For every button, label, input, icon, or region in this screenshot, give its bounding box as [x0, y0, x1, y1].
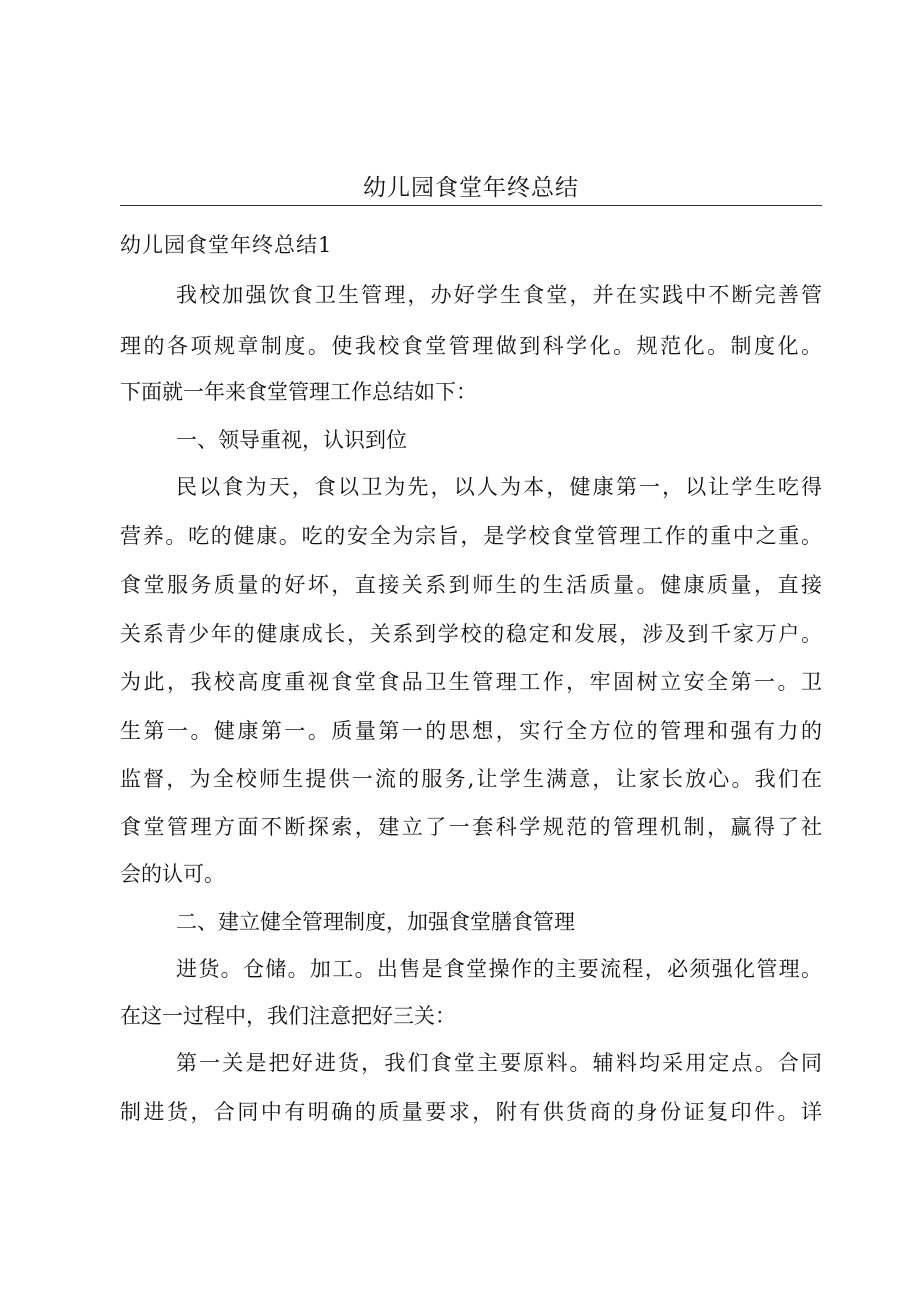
- paragraph-line: 第一关是把好进货，我们食堂主要原料。辅料均采用定点。合同: [176, 1051, 822, 1075]
- paragraph-line: 食堂管理方面不断探索，建立了一套科学规范的管理机制，赢得了社: [120, 815, 822, 839]
- paragraph-line: 下面就一年来食堂管理工作总结如下：: [120, 380, 477, 404]
- section-title: 幼儿园食堂年终总结1: [120, 233, 333, 257]
- document-header-title: 幼儿园食堂年终总结: [363, 175, 579, 201]
- header-divider: [120, 205, 822, 206]
- paragraph-line: 营养。吃的健康。吃的安全为宗旨，是学校食堂管理工作的重中之重。: [120, 524, 822, 548]
- paragraph-line: 监督，为全校师生提供一流的服务,让学生满意，让家长放心。我们在: [120, 767, 822, 791]
- paragraph-line: 食堂服务质量的好坏，直接关系到师生的生活质量。健康质量，直接: [120, 573, 822, 597]
- paragraph-line: 为此，我校高度重视食堂食品卫生管理工作，牢固树立安全第一。卫: [120, 670, 822, 694]
- section-heading: 二、建立健全管理制度，加强食堂膳食管理: [176, 910, 575, 934]
- paragraph-line: 关系青少年的健康成长，关系到学校的稳定和发展，涉及到千家万户。: [120, 622, 822, 646]
- paragraph-line: 民以食为天，食以卫为先，以人为本，健康第一，以让学生吃得: [176, 475, 822, 499]
- paragraph-line: 进货。仓储。加工。出售是食堂操作的主要流程，必须强化管理。: [176, 957, 822, 981]
- paragraph-line: 我校加强饮食卫生管理，办好学生食堂，并在实践中不断完善管: [176, 283, 822, 307]
- paragraph-line: 生第一。健康第一。质量第一的思想，实行全方位的管理和强有力的: [120, 719, 822, 743]
- paragraph-line: 在这一过程中，我们注意把好三关：: [120, 1004, 456, 1028]
- section-heading: 一、领导重视，认识到位: [176, 428, 407, 452]
- paragraph-line: 理的各项规章制度。使我校食堂管理做到科学化。规范化。制度化。: [120, 334, 822, 358]
- paragraph-line: 会的认可。: [120, 862, 225, 886]
- paragraph-line: 制进货，合同中有明确的质量要求，附有供货商的身份证复印件。详: [120, 1100, 822, 1124]
